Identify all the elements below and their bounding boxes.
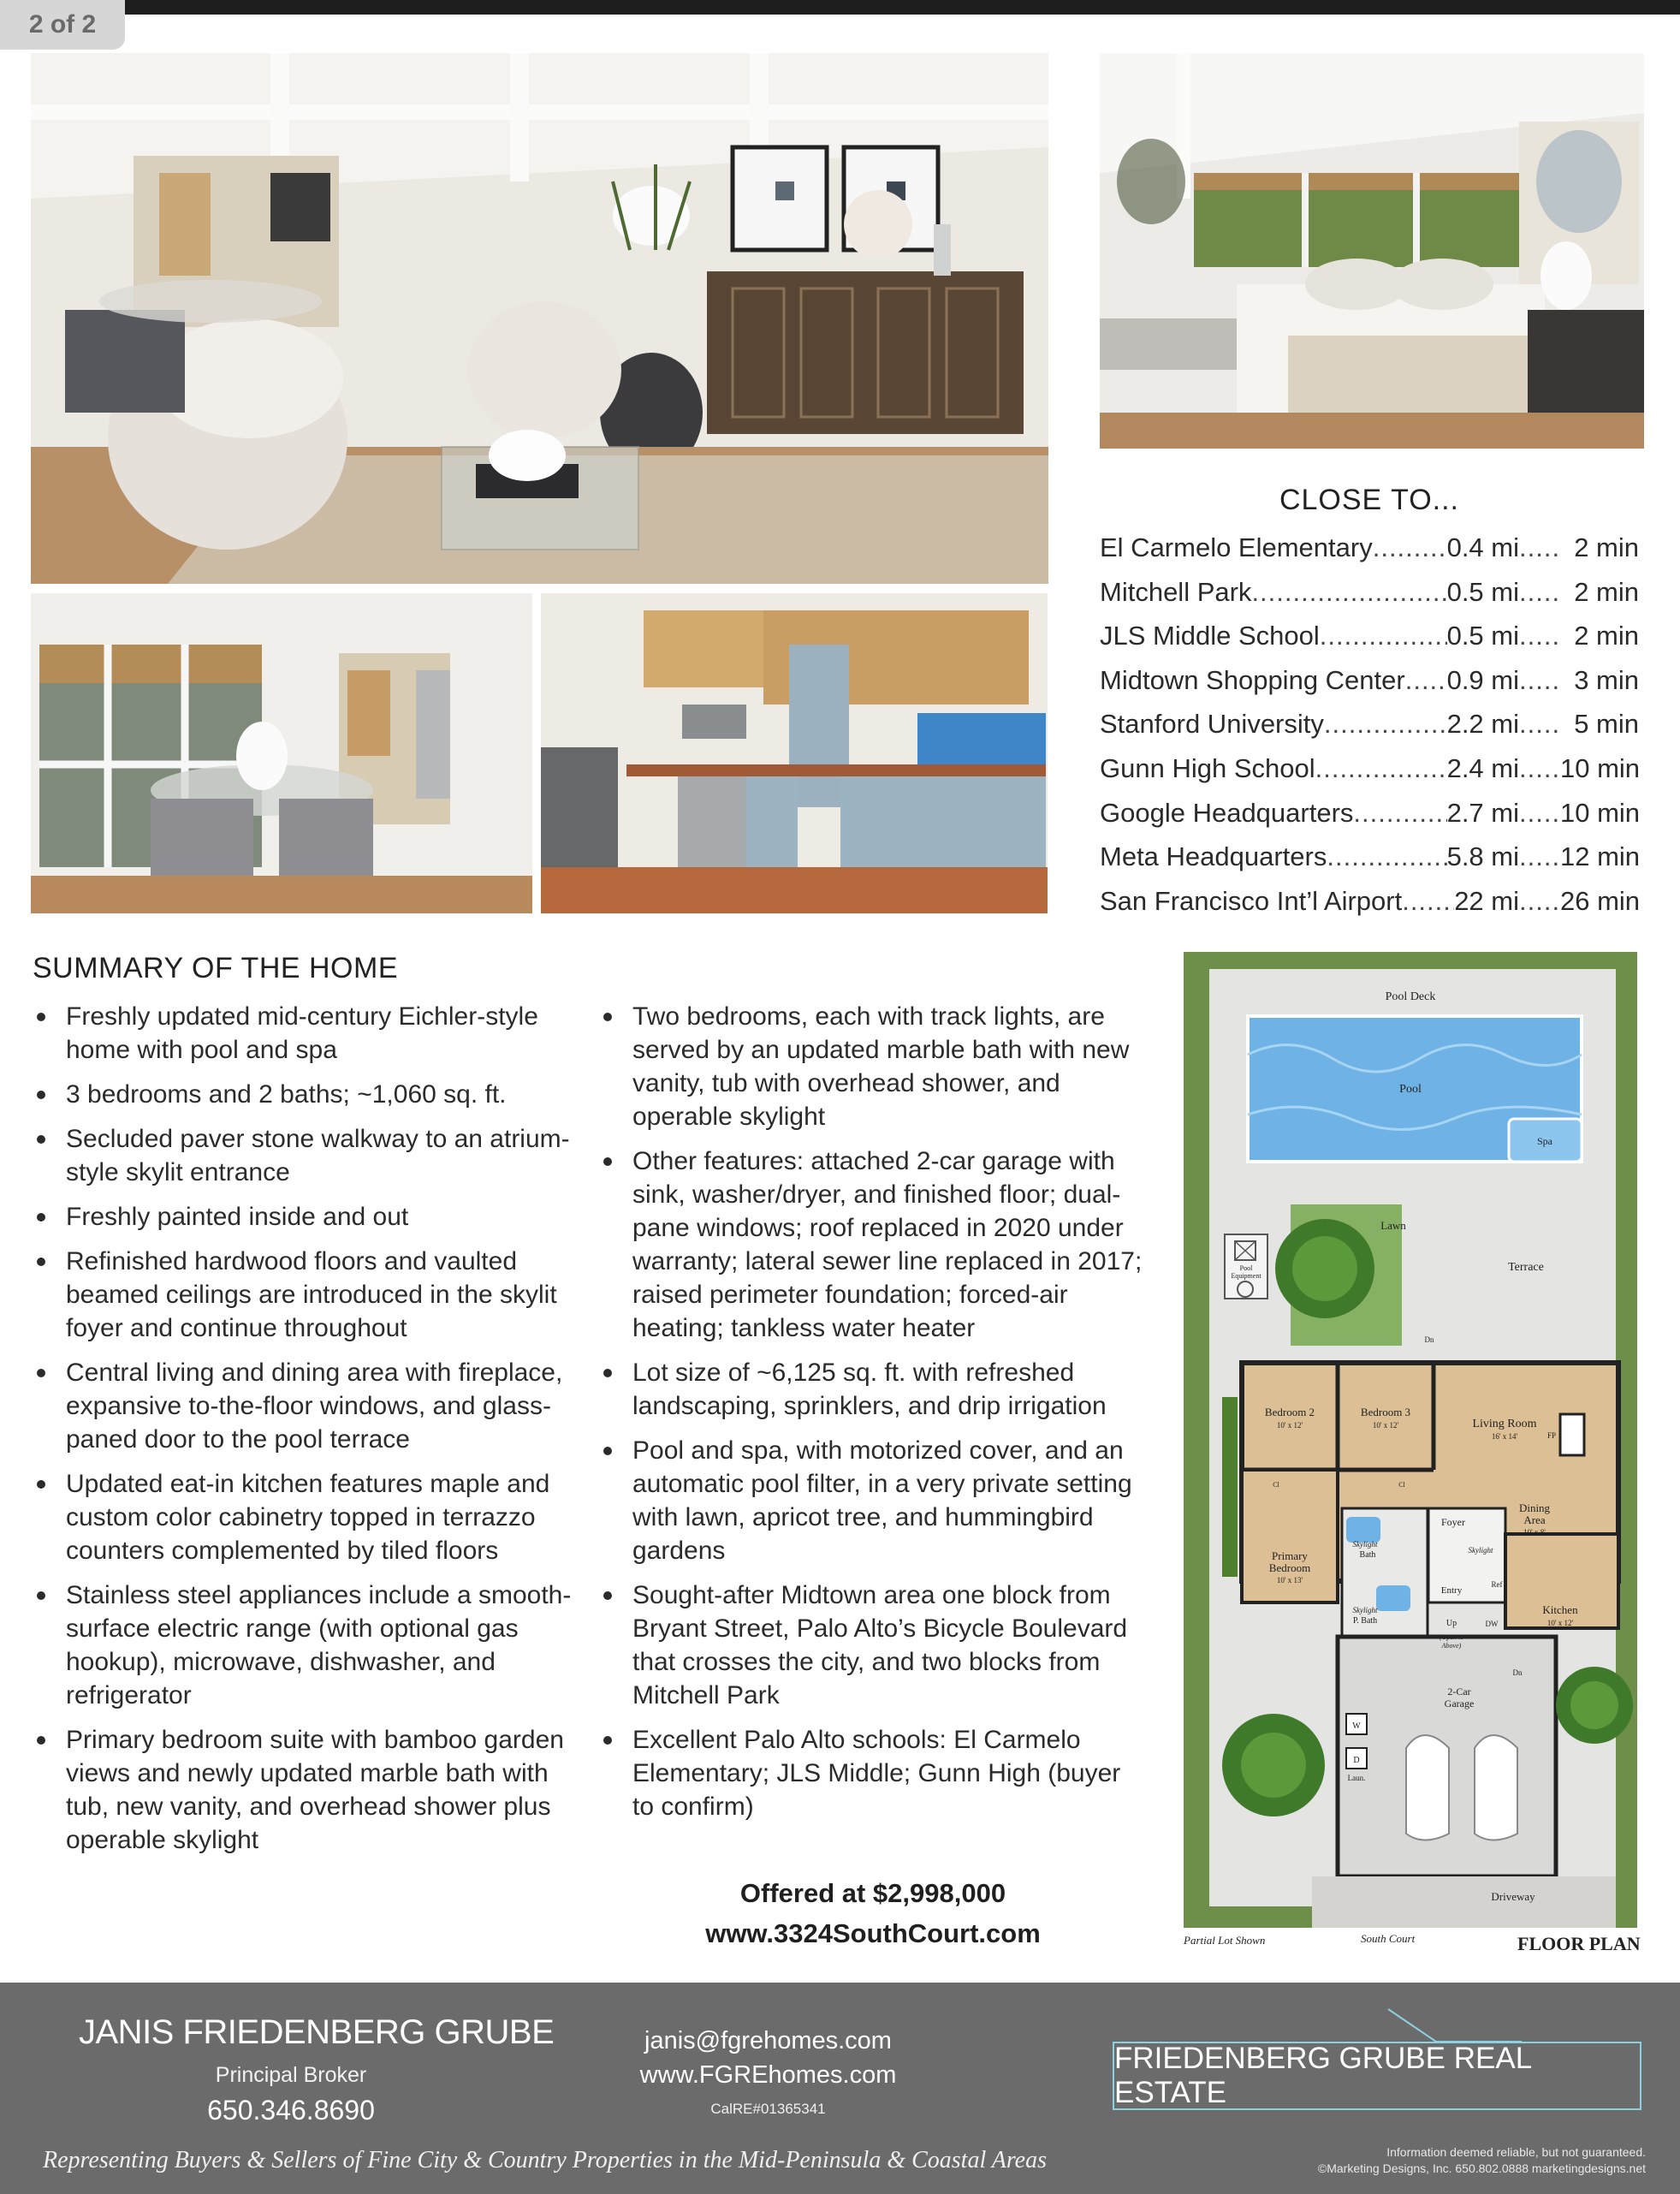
fp-entry: Entry xyxy=(1440,1585,1463,1596)
fp-laundry: Laun. xyxy=(1347,1774,1366,1782)
summary-item: Excellent Palo Alto schools: El Carmelo Elementary; JLS Middle; Gunn High (buyer to confirm) xyxy=(599,1723,1147,1823)
summary-item: Central living and dining area with fireplace, expansive to-the-floor windows, and glass-paned door to the pool terrace xyxy=(33,1356,572,1456)
fp-washer: W xyxy=(1352,1721,1361,1731)
summary-item: Freshly painted inside and out xyxy=(33,1200,572,1234)
offer-price: Offered at $2,998,000 xyxy=(739,1878,1006,1908)
offer-block xyxy=(599,1873,1147,1953)
fp-bath: Bath xyxy=(1359,1550,1376,1560)
summary-item: 3 bedrooms and 2 baths; ~1,060 sq. ft. xyxy=(33,1078,572,1111)
close-to-row: Stanford University ..... 2.2 mi ..... 5 min xyxy=(1100,709,1639,753)
fp-ref: Ref xyxy=(1491,1580,1503,1589)
fp-bedroom-2: Bedroom 2 xyxy=(1264,1406,1315,1418)
kitchen-photo xyxy=(541,593,1048,913)
agent-phone[interactable]: 650.346.8690 xyxy=(207,2095,375,2126)
fp-primary-bedroom: Primary xyxy=(1272,1549,1308,1562)
close-to-row: Google Headquarters ..... 2.7 mi ..... 10 min xyxy=(1100,798,1639,842)
fp-foyer: Foyer xyxy=(1441,1516,1465,1528)
close-to-row: Mitchell Park ..... 0.5 mi ..... 2 min xyxy=(1100,577,1639,621)
summary-title: SUMMARY OF THE HOME xyxy=(33,952,398,984)
fp-lawn: Lawn xyxy=(1380,1219,1406,1232)
contact-block xyxy=(633,2024,903,2126)
fp-bedroom-3-size: 10' x 12' xyxy=(1372,1421,1399,1430)
fp-primary-bedroom: Bedroom xyxy=(1268,1561,1311,1574)
summary-item: Two bedrooms, each with track lights, are served by an updated marble bath with new vanity, tub with overhead shower, and operable skylight xyxy=(599,1000,1147,1133)
fp-terrace: Terrace xyxy=(1508,1261,1544,1274)
fp-partial-lot-label: Partial Lot Shown xyxy=(1184,1934,1266,1947)
agent-name: JANIS FRIEDENBERG GRUBE xyxy=(79,2013,555,2051)
fp-skylight: Skylight xyxy=(1352,1606,1378,1614)
tagline: Representing Buyers & Sellers of Fine City & Country Properties in the Mid-Peninsula & Coastal Areas xyxy=(43,2147,1048,2173)
brand-logo-line xyxy=(1386,2007,1523,2043)
fp-kitchen: Kitchen xyxy=(1542,1603,1578,1616)
fp-street: South Court xyxy=(1361,1932,1416,1945)
fp-open: Above) xyxy=(1441,1642,1462,1650)
fp-pool-equipment: Pool xyxy=(1239,1264,1253,1272)
agent-title: Principal Broker xyxy=(215,2063,367,2087)
agent-website[interactable]: www.FGREhomes.com xyxy=(639,2061,897,2089)
close-to-list xyxy=(1100,532,1639,930)
summary-column-left xyxy=(33,1000,572,1868)
summary-item: Sought-after Midtown area one block from Bryant Street, Palo Alto’s Bicycle Boulevard that crosses the city, and two blocks from Mitchell Park xyxy=(599,1579,1147,1712)
summary-item: Other features: attached 2-car garage with sink, washer/dryer, and finished floor; dual-pane windows; roof replaced in 2020 under warranty; lateral sewer line replaced in 2017; raised perimeter foundation; forced-air heating; tankless water heater xyxy=(599,1145,1147,1345)
summary-item: Secluded paver stone walkway to an atrium-style skylit entrance xyxy=(33,1122,572,1189)
fp-garage: 2-Car xyxy=(1447,1686,1471,1698)
page-indicator: 2 of 2 xyxy=(0,0,125,50)
listing-url[interactable]: www.3324SouthCourt.com xyxy=(705,1918,1041,1948)
close-to-row: Gunn High School ..... 2.4 mi ..... 10 min xyxy=(1100,753,1639,798)
close-to-row: JLS Middle School ..... 0.5 mi ..... 2 min xyxy=(1100,621,1639,665)
fp-skylight: Skylight xyxy=(1352,1540,1378,1549)
fp-dw: DW xyxy=(1485,1620,1499,1628)
disclaimer-text: Information deemed reliable, but not guaranteed. xyxy=(1386,2145,1646,2159)
floor-plan-label: FLOOR PLAN xyxy=(1517,1933,1641,1954)
living-room-photo xyxy=(31,53,1048,584)
fp-pool-deck: Pool Deck xyxy=(1385,990,1436,1003)
fp-open: (Open to xyxy=(1439,1633,1464,1641)
fp-dining: Dining xyxy=(1518,1501,1551,1514)
bedroom-photo xyxy=(1100,53,1644,449)
dining-nook-photo xyxy=(31,593,532,913)
license-number: CalRE#01365341 xyxy=(710,2101,826,2117)
close-to-title: CLOSE TO... xyxy=(1279,484,1460,516)
fp-dn: Dn xyxy=(1424,1335,1434,1344)
top-bar xyxy=(0,0,1680,15)
fp-driveway: Driveway xyxy=(1491,1890,1535,1903)
fp-bedroom-2-size: 10' x 12' xyxy=(1276,1421,1303,1430)
summary-item: Freshly updated mid-century Eichler-style home with pool and spa xyxy=(33,1000,572,1067)
agent-email[interactable]: janis@fgrehomes.com xyxy=(644,2027,892,2054)
fp-dining: Area xyxy=(1523,1513,1546,1526)
floor-plan xyxy=(1184,952,1637,1932)
summary-item: Refinished hardwood floors and vaulted beamed ceilings are introduced in the skylit foyer and continue throughout xyxy=(33,1245,572,1345)
close-to-row: San Francisco Int’l Airport ..... 22 mi ..... 26 min xyxy=(1100,886,1639,931)
fp-bedroom-3: Bedroom 3 xyxy=(1360,1406,1411,1418)
fp-dryer: D xyxy=(1353,1756,1360,1765)
disclaimer xyxy=(1284,2144,1646,2177)
fp-cl: Cl xyxy=(1273,1481,1279,1489)
summary-item: Lot size of ~6,125 sq. ft. with refreshed landscaping, sprinklers, and drip irrigation xyxy=(599,1356,1147,1423)
fp-pool-equipment: Equipment xyxy=(1231,1272,1261,1280)
fp-primary-size: 10' x 13' xyxy=(1276,1576,1303,1585)
summary-item: Primary bedroom suite with bamboo garden views and newly updated marble bath with tub, new vanity, and overhead shower plus operable skylight xyxy=(33,1723,572,1857)
fp-skylight: Skylight xyxy=(1468,1546,1493,1555)
fp-dn: Dn xyxy=(1512,1668,1523,1677)
close-to-row: El Carmelo Elementary ..... 0.4 mi ..... 2 min xyxy=(1100,532,1639,577)
fp-spa: Spa xyxy=(1537,1135,1552,1147)
fp-cl: Cl xyxy=(1398,1481,1405,1489)
fp-pool: Pool xyxy=(1399,1083,1422,1096)
fp-p-bath: P. Bath xyxy=(1352,1616,1378,1626)
fp-living-room-size: 16' x 14' xyxy=(1491,1432,1518,1441)
fp-garage: Garage xyxy=(1444,1698,1475,1709)
summary-item: Pool and spa, with motorized cover, and an automatic pool filter, in a very private setting with lawn, apricot tree, and hummingbird gardens xyxy=(599,1434,1147,1567)
fp-living-room: Living Room xyxy=(1472,1418,1537,1430)
fp-up: Up xyxy=(1446,1619,1457,1628)
fp-fireplace: FP xyxy=(1546,1431,1557,1440)
summary-item: Updated eat-in kitchen features maple and custom color cabinetry topped in terrazzo counters complemented by tiled floors xyxy=(33,1467,572,1567)
brand-logo: FRIEDENBERG GRUBE REAL ESTATE xyxy=(1113,2042,1641,2110)
close-to-row: Midtown Shopping Center ..... 0.9 mi ..... 3 min xyxy=(1100,665,1639,710)
fp-dining-size: 10' x 8' xyxy=(1523,1528,1546,1537)
fp-kitchen-size: 10' x 12' xyxy=(1546,1619,1574,1627)
close-to-row: Meta Headquarters ..... 5.8 mi ..... 12 min xyxy=(1100,841,1639,886)
credit-text: ©Marketing Designs, Inc. 650.802.0888 marketingdesigns.net xyxy=(1317,2161,1646,2175)
summary-column-right xyxy=(599,1000,1147,1834)
summary-item: Stainless steel appliances include a smooth-surface electric range (with optional gas hookup), microwave, dishwasher, and refrigerator xyxy=(33,1579,572,1712)
